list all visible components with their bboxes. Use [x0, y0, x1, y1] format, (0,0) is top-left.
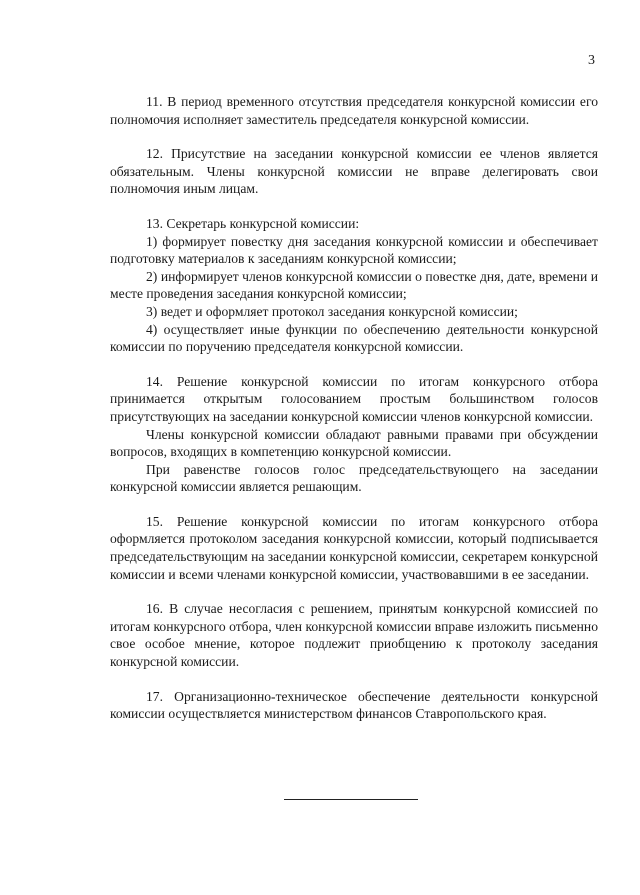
- page-number: 3: [588, 53, 595, 68]
- list-item-text: 1) формирует повестку дня заседания конкурсной комиссии и обеспечивает подготовку материалов к заседаниям конкурсной комиссии;: [110, 233, 598, 267]
- list-item-text: 2) информирует членов конкурсной комиссии о повестке дня, дате, времени и месте проведения заседания конкурсной комиссии;: [110, 268, 598, 302]
- clause-16: [110, 600, 598, 670]
- document-body: [110, 93, 598, 740]
- clause-17: [110, 688, 598, 723]
- list-item-text: 4) осуществляет иные функции по обеспечению деятельности конкурсной комиссии по поручению председателя конкурсной комиссии.: [110, 321, 598, 355]
- clause-11: [110, 93, 598, 128]
- paragraph-text: При равенстве голосов голос председательствующего на заседании конкурсной комиссии является решающим.: [110, 461, 598, 495]
- paragraph-text: 12. Присутствие на заседании конкурсной комиссии ее членов является обязательным. Члены конкурсной комиссии не вправе делегировать свои полномочия иным лицам.: [110, 146, 598, 197]
- paragraph-text: 13. Секретарь конкурсной комиссии:: [146, 215, 360, 231]
- paragraph-text: 16. В случае несогласия с решением, принятым конкурсной комиссией по итогам конкурсного отбора, член конкурсной комиссии вправе изложить письменно свое особое мнение, которое подлежит приобщению к протоколу заседания конкурсной комиссии.: [110, 601, 598, 670]
- list-item-text: 3) ведет и оформляет протокол заседания конкурсной комиссии;: [146, 303, 518, 319]
- clause-14: [110, 373, 598, 496]
- paragraph-text: Члены конкурсной комиссии обладают равными правами при обсуждении вопросов, входящих в компетенцию конкурсной комиссии.: [110, 426, 598, 460]
- paragraph-text: 11. В период временного отсутствия председателя конкурсной комиссии его полномочия исполняет заместитель председателя конкурсной комиссии.: [110, 94, 598, 127]
- paragraph-text: 17. Организационно-техническое обеспечение деятельности конкурсной комиссии осуществляется министерством финансов Ставропольского края.: [110, 688, 598, 722]
- closing-divider: [284, 799, 418, 800]
- clause-13: [110, 215, 598, 356]
- paragraph-text: 15. Решение конкурсной комиссии по итогам конкурсного отбора оформляется протоколом заседания конкурсной комиссии, который подписывается председательствующим на заседании конкурсной комиссии, секретарем конкурсной комиссии и всеми членами конкурсной комиссии, участвовавшими в ее заседании.: [110, 513, 598, 582]
- paragraph-text: 14. Решение конкурсной комиссии по итогам конкурсного отбора принимается открытым голосованием простым большинством голосов присутствующих на заседании конкурсной комиссии членов конкурсной комиссии.: [110, 373, 598, 424]
- clause-15: [110, 513, 598, 583]
- clause-12: [110, 145, 598, 198]
